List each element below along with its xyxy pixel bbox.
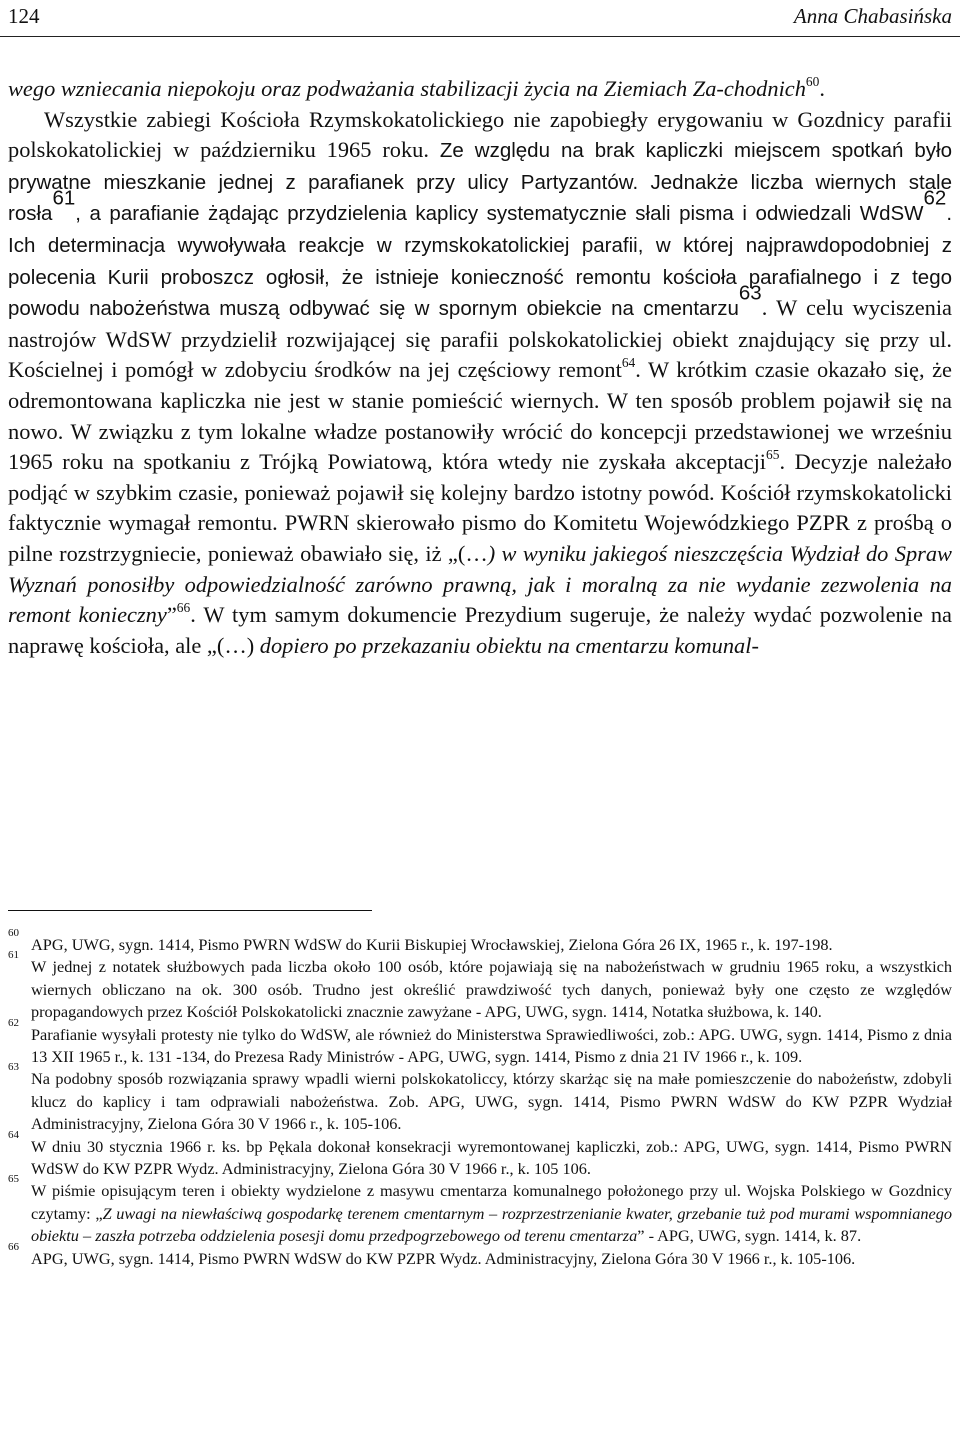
footnote-ref-60: 60	[805, 73, 820, 89]
text-run: Jednakże liczba wiernych stale rosła	[8, 170, 953, 226]
text-run: W związku z tym lokalne władze postanowiły wrócić do koncepcji przedstawionej we wrześniu 1965 roku na spotkaniu z Trójką Powiatową, która wtedy nie zyskała akceptacji	[8, 418, 952, 475]
footnote-ref-64: 64	[621, 355, 636, 371]
footnote-text: Parafianie wysyłali protesty nie tylko do WdSW, ale również do Ministerstwa Sprawiedliwości, zob.: APG. UWG, sygn. 1414, Pismo z dnia 13 XII 1965 r., k. 131 -134, do Prezesa Rady Ministrów - APG, UWG, sygn. 1414, Pismo z dnia 21 IV 1966 r., k. 109.	[31, 1024, 952, 1067]
footnote-text: Na podobny sposób rozwiązania sprawy wpadli wierni polskokatoliccy, którzy skarżąc się na małe pomieszczenie do nabożeństw, zdobyli klucz do kaplicy i tam odprawiali nabożeństwa. Zob. APG, UWG, sygn. 1414, Pismo PWRN WdSW do KW PZPR Wydział Administracyjny, Zielona Góra 30 V 1966 r., k. 105-106.	[31, 1069, 952, 1134]
text-run: . W krótkim czasie okazało się, że odremontowana kapliczka nie jest w stanie pomieścić wiernych. W ten sposób problem pojawił się na nowo.	[8, 357, 952, 444]
footnote-65	[8, 1173, 952, 1247]
header-rule	[0, 36, 960, 37]
footnote-text: W dniu 30 stycznia 1966 r. ks. bp Pękala dokonał konsekracji wyremontowanej kapliczki, zob.: APG, UWG, sygn. 1414, Pismo PWRN WdSW do KW PZPR Wydz. Administracyjny, Zielona Góra 30 V 1966 r., k. 105 106.	[31, 1136, 952, 1179]
text-run: , a parafianie żądając	[75, 202, 288, 226]
text-run: Wszystkie zabiegi Kościoła Rzymskokatolickiego nie zapobiegły erygowaniu w Gozdnicy parafii polskokatolickiej w październiku 1965 roku.	[8, 106, 952, 163]
footnote-64	[8, 1128, 952, 1181]
text-run: . Decyzje należało podjąć w szybkim czasie, ponieważ pojawił się kolejny bardzo istotny powód. Kościół rzymskokatolicki faktycznie wymagał remontu. PWRN skierowało pismo do Komitetu Wojewódzkiego PZPR z prośbą o pilne rozstrzygniecie, ponieważ obawiało się, iż „(…	[8, 449, 953, 566]
italic-quote-end: wego wzniecania niepokoju oraz podważania stabilizacji życia na Ziemiach Za-chodnich	[8, 76, 806, 101]
footnote-number: 63	[8, 1061, 19, 1074]
footnote-number: 62	[8, 1016, 19, 1029]
text-run: .	[819, 76, 825, 101]
footnote-ref-66: 66	[176, 600, 191, 616]
footnote-text: W piśmie opisującym teren i obiekty wydzielone z masywu cmentarza komunalnego położonego przy ul. Wojska Polskiego w Gozdnicy czytamy: „	[31, 1181, 952, 1223]
footnote-number: 61	[8, 949, 19, 962]
footnote-text: ” - APG, UWG, sygn. 1414, k. 87.	[637, 1226, 862, 1246]
text-run: ”	[166, 602, 177, 628]
footnote-separator	[8, 910, 372, 911]
footnote-ref-62: 62	[923, 187, 947, 210]
text-run: Ze względu na brak kapliczki miejscem spotkań było prywatne mieszkanie jednej z parafianek przy ulicy Partyzantów.	[8, 139, 952, 194]
footnote-number: 60	[8, 927, 19, 939]
text-run: . W celu wyciszenia nastrojów WdSW przydzielił rozwijającej się parafii polskokatolickiej obiekt znajdujący się przy ul. Kościelnej i pomógł w zdobyciu środków na jej częściowy remont	[8, 295, 952, 383]
footnote-quote: Z uwagi na niewłaściwą gospodarkę terenem cmentarnym – rozprzestrzenianie kwater, grzebanie tuż pod murami wspomnianego obiektu – zaszła potrzeba oddzielenia posesji domu przedpogrzebowego od terenu cmentarza	[31, 1203, 952, 1246]
footnote-66	[8, 1240, 952, 1270]
footnote-number: 66	[8, 1240, 19, 1253]
footnote-number: 65	[8, 1173, 19, 1186]
italic-quote: dopiero po przekazaniu obiektu na cmentarzu komunal-	[259, 632, 759, 658]
running-header	[8, 2, 952, 32]
text-run: . W tym samym dokumencie Prezydium sugeruje, że należy wydać pozwolenie na naprawę kościoła, ale „(…)	[8, 602, 952, 658]
text-run: przydzielenia kaplicy systematycznie słali pisma i odwiedzali WdSW	[287, 202, 924, 226]
page-number: 124	[8, 4, 40, 28]
footnote-62	[8, 1016, 952, 1069]
footnote-ref-61: 61	[52, 187, 76, 210]
footnotes	[8, 927, 952, 1270]
footnote-61	[8, 949, 952, 1023]
text-run: . Ich determinacja wywoływała reakcje w rzymskokatolickiej parafii, w której najprawdopodobniej z polecenia Kurii proboszcz ogłosił, że istnieje konieczność remontu kościoła parafialnego i z tego powodu nabożeństwa muszą odbywać się w spornym obiekcie na cmentarzu	[8, 202, 953, 321]
main-text	[8, 74, 952, 661]
footnote-text: APG, UWG, sygn. 1414, Pismo PWRN WdSW do KW PZPR Wydz. Administracyjny, Zielona Góra 30 V 1966 r., k. 105-106.	[31, 1248, 856, 1268]
footnote-60	[8, 927, 952, 956]
footnote-text: W jednej z notatek służbowych pada liczba około 100 osób, które pojawiają się na nabożeństwach w grudniu 1965 roku, a wszystkich wiernych obliczano na ok. 300 osób. Trudno jest określić prawdziwość tych danych, ponieważ były one często ze względów propagandowych przez Kościół Polskokatolicki znacznie zawyżane - APG, UWG, sygn. 1414, Notatka służbowa, k. 140.	[31, 957, 952, 1022]
footnote-ref-65: 65	[766, 447, 780, 463]
footnote-63	[8, 1061, 952, 1135]
paragraph-continued	[8, 74, 952, 105]
footnote-ref-63: 63	[738, 281, 762, 305]
paragraph	[8, 105, 952, 662]
footnote-number: 64	[8, 1128, 19, 1141]
running-head-author: Anna Chabasińska	[793, 4, 952, 28]
footnote-text: APG, UWG, sygn. 1414, Pismo PWRN WdSW do Kurii Biskupiej Wrocławskiej, Zielona Góra 26 IX, 1965 r., k. 197-198.	[31, 935, 833, 954]
italic-quote: ) w wyniku jakiegoś nieszczęścia Wydział do Spraw Wyznań ponosiłby odpowiedzialność zarówno prawną, jak i moralną za nie wydanie zezwolenia na remont konieczny	[8, 540, 952, 628]
